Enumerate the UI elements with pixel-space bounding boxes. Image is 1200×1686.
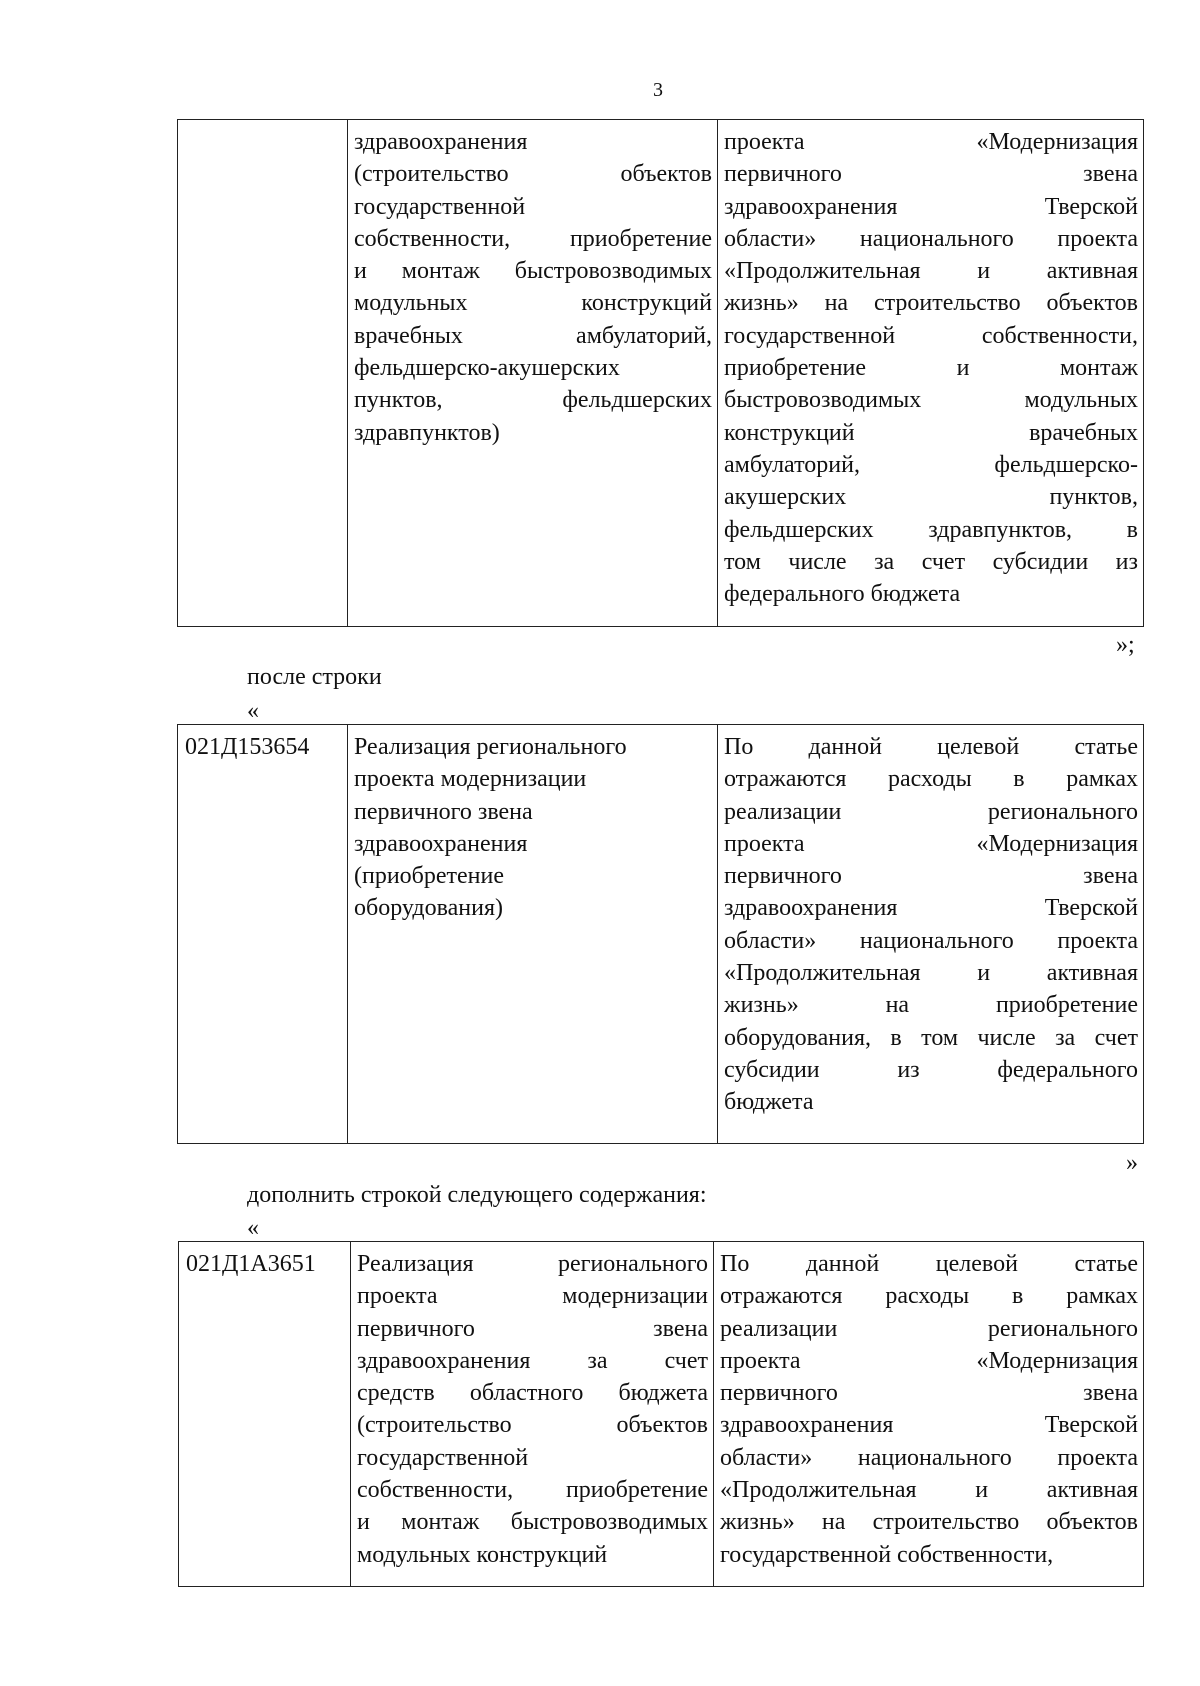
code-cell	[178, 120, 348, 627]
text-line: государственной собственности,	[720, 1541, 1054, 1568]
text-line: государственной	[354, 193, 526, 220]
text-line: первичного звена	[354, 798, 533, 825]
text-line: модульных конструкций	[354, 290, 712, 317]
text-line: жизнь» на строительство объектов	[724, 290, 1138, 317]
text-line: приобретение и монтаж	[724, 355, 1138, 382]
code-cell: 021Д153654	[178, 725, 348, 1144]
budget-table-continuation	[177, 119, 1144, 627]
budget-table-reference-row	[177, 724, 1144, 1144]
text-line: реализации регионального	[724, 798, 1138, 825]
text-line: (строительство объектов	[357, 1412, 708, 1439]
description-cell	[348, 120, 718, 627]
text-line: Реализация регионального	[354, 734, 627, 760]
text-line: здравоохранения Тверской	[724, 895, 1138, 922]
opening-quote: «	[247, 698, 259, 724]
text-line: собственности, приобретение	[357, 1477, 708, 1504]
text-line: здравоохранения	[354, 830, 528, 857]
table-row	[179, 1242, 1144, 1587]
text-line: Реализация регионального	[357, 1251, 708, 1277]
text-line: средств областного бюджета	[357, 1380, 708, 1407]
text-line: здравоохранения Тверской	[720, 1412, 1138, 1439]
text-line: проекта «Модернизация	[724, 129, 1138, 155]
text-line: По данной целевой статье	[724, 734, 1138, 760]
text-line: и монтаж быстровозводимых	[354, 258, 712, 285]
description-cell	[348, 725, 718, 1144]
text-line: первичного звена	[724, 863, 1138, 890]
text-line: «Продолжительная и активная	[724, 258, 1138, 285]
text-line: проекта модернизации	[357, 1283, 708, 1310]
text-line: оборудования)	[354, 895, 503, 922]
text-line: области» национального проекта	[724, 927, 1138, 954]
text-line: здравоохранения Тверской	[724, 193, 1138, 220]
text-line: жизнь» на строительство объектов	[720, 1509, 1138, 1536]
closing-quote: »	[1126, 1150, 1138, 1176]
opening-quote: «	[247, 1215, 259, 1241]
text-line: (приобретение	[354, 863, 505, 890]
text-line: здравпунктов)	[354, 419, 500, 446]
text-line: и монтаж быстровозводимых	[357, 1509, 708, 1536]
text-line: акушерских пунктов,	[724, 484, 1138, 511]
text-line: собственности, приобретение	[354, 225, 712, 252]
text-line: амбулаторий, фельдшерско-	[724, 451, 1138, 478]
text-line: здравоохранения за счет	[357, 1347, 708, 1374]
page-number: 3	[653, 79, 663, 101]
text-line: государственной	[357, 1444, 529, 1471]
text-line: отражаются расходы в рамках	[724, 766, 1138, 793]
text-line: первичного звена	[724, 161, 1138, 188]
text-line: проекта «Модернизация	[724, 830, 1138, 857]
text-line: отражаются расходы в рамках	[720, 1283, 1138, 1310]
text-line: области» национального проекта	[720, 1444, 1138, 1471]
text-line: «Продолжительная и активная	[720, 1477, 1138, 1504]
table-row	[178, 725, 1144, 1144]
after-row-label: после строки	[247, 664, 382, 690]
text-line: субсидии из федерального	[724, 1056, 1138, 1083]
text-line: первичного звена	[357, 1315, 708, 1342]
text-line: проекта модернизации	[354, 766, 587, 793]
text-line: здравоохранения	[354, 129, 528, 155]
text-line: области» национального проекта	[724, 225, 1138, 252]
text-line: проекта «Модернизация	[720, 1347, 1138, 1374]
text-line: По данной целевой статье	[720, 1251, 1138, 1277]
text-line: (строительство объектов	[354, 161, 712, 188]
text-line: федерального бюджета	[724, 581, 961, 608]
text-line: модульных конструкций	[357, 1541, 608, 1568]
explanation-cell	[714, 1242, 1144, 1587]
explanation-cell	[718, 120, 1144, 627]
text-line: первичного звена	[720, 1380, 1138, 1407]
table-row	[178, 120, 1144, 627]
text-line: оборудования, в том числе за счет	[724, 1024, 1138, 1051]
text-line: бюджета	[724, 1089, 814, 1116]
closing-quote: »;	[1116, 632, 1135, 658]
description-cell	[351, 1242, 714, 1587]
explanation-cell	[718, 725, 1144, 1144]
supplement-label: дополнить строкой следующего содержания:	[247, 1182, 707, 1208]
text-line: том числе за счет субсидии из	[724, 548, 1138, 575]
text-line: «Продолжительная и активная	[724, 960, 1138, 987]
budget-table-new-row	[178, 1241, 1144, 1587]
text-line: пунктов, фельдшерских	[354, 387, 712, 414]
text-line: государственной собственности,	[724, 322, 1138, 349]
text-line: фельдшерско-акушерских	[354, 355, 620, 382]
text-line: конструкций врачебных	[724, 419, 1138, 446]
text-line: врачебных амбулаторий,	[354, 322, 712, 349]
code-cell: 021Д1А3651	[179, 1242, 351, 1587]
text-line: быстровозводимых модульных	[724, 387, 1138, 414]
text-line: реализации регионального	[720, 1315, 1138, 1342]
text-line: жизнь» на приобретение	[724, 992, 1138, 1019]
text-line: фельдшерских здравпунктов, в	[724, 516, 1138, 543]
